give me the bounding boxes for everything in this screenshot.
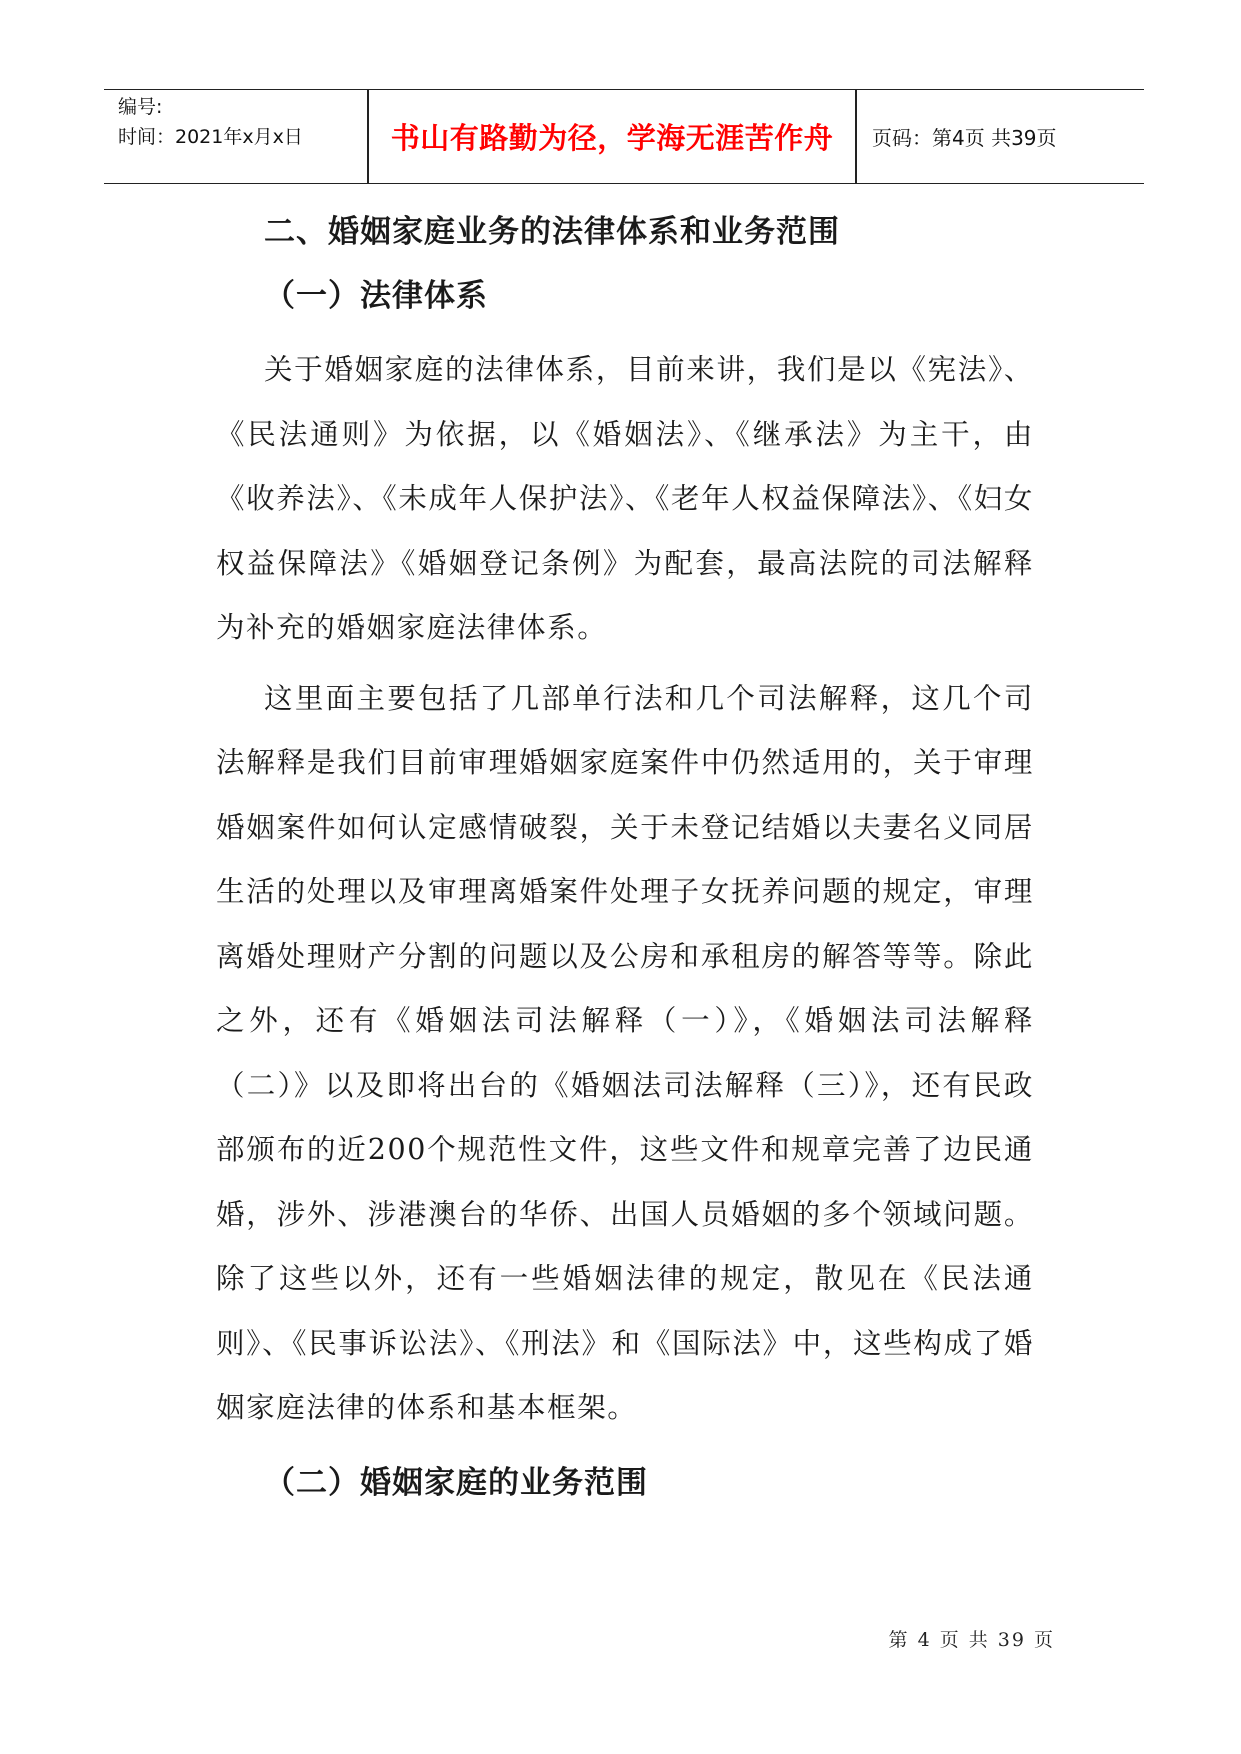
- body-paragraph: 这里面主要包括了几部单行法和几个司法解释，这几个司法解释是我们目前审理婚姻家庭案件中仍然适用的，关于审理婚姻案件如何认定感情破裂，关于未登记结婚以夫妻名义同居生活的处理以及审理离婚案件处理子女抚养问题的规定，审理离婚处理财产分割的问题以及公房和承租房的解答等等。除此之外，还有《婚姻法司法解释（一）》，《婚姻法司法解释（二）》以及即将出台的《婚姻法司法解释（三）》，还有民政部颁布的近200个规范性文件，这些文件和规章完善了边民通婚，涉外、涉港澳台的华侨、出国人员婚姻的多个领域问题。除了这些以外，还有一些婚姻法律的规定，散见在《民法通则》、《民事诉讼法》、《刑法》和《国际法》中，这些构成了婚姻家庭法律的体系和基本框架。: [216, 681, 1034, 1424]
- header-page-info: 页码：第4页 共39页: [872, 126, 1057, 150]
- header-divider: [855, 90, 857, 183]
- header-meta: [118, 92, 303, 152]
- body-paragraph: 关于婚姻家庭的法律体系，目前来讲，我们是以《宪法》、《民法通则》为依据，以《婚姻法》、《继承法》为主干，由《收养法》、《未成年人保护法》、《老年人权益保障法》、《妇女权益保障法》《婚姻登记条例》为配套，最高法院的司法解释为补充的婚姻家庭法律体系。: [216, 353, 1034, 644]
- document-number-label: 编号:: [118, 96, 163, 118]
- document-body: [216, 212, 1034, 1503]
- section-title: 二、婚姻家庭业务的法律体系和业务范围: [264, 214, 840, 250]
- subsection-title-legal-system: （一）法律体系: [264, 278, 488, 314]
- subsection-title-business-scope: （二）婚姻家庭的业务范围: [264, 1464, 648, 1501]
- document-time-label: 时间：2021年x月x日: [118, 126, 303, 148]
- page-header: [104, 89, 1144, 184]
- page-footer: 第 4 页 共 39 页: [888, 1629, 1055, 1651]
- header-motto: 书山有路勤为径，学海无涯苦作舟: [390, 121, 834, 155]
